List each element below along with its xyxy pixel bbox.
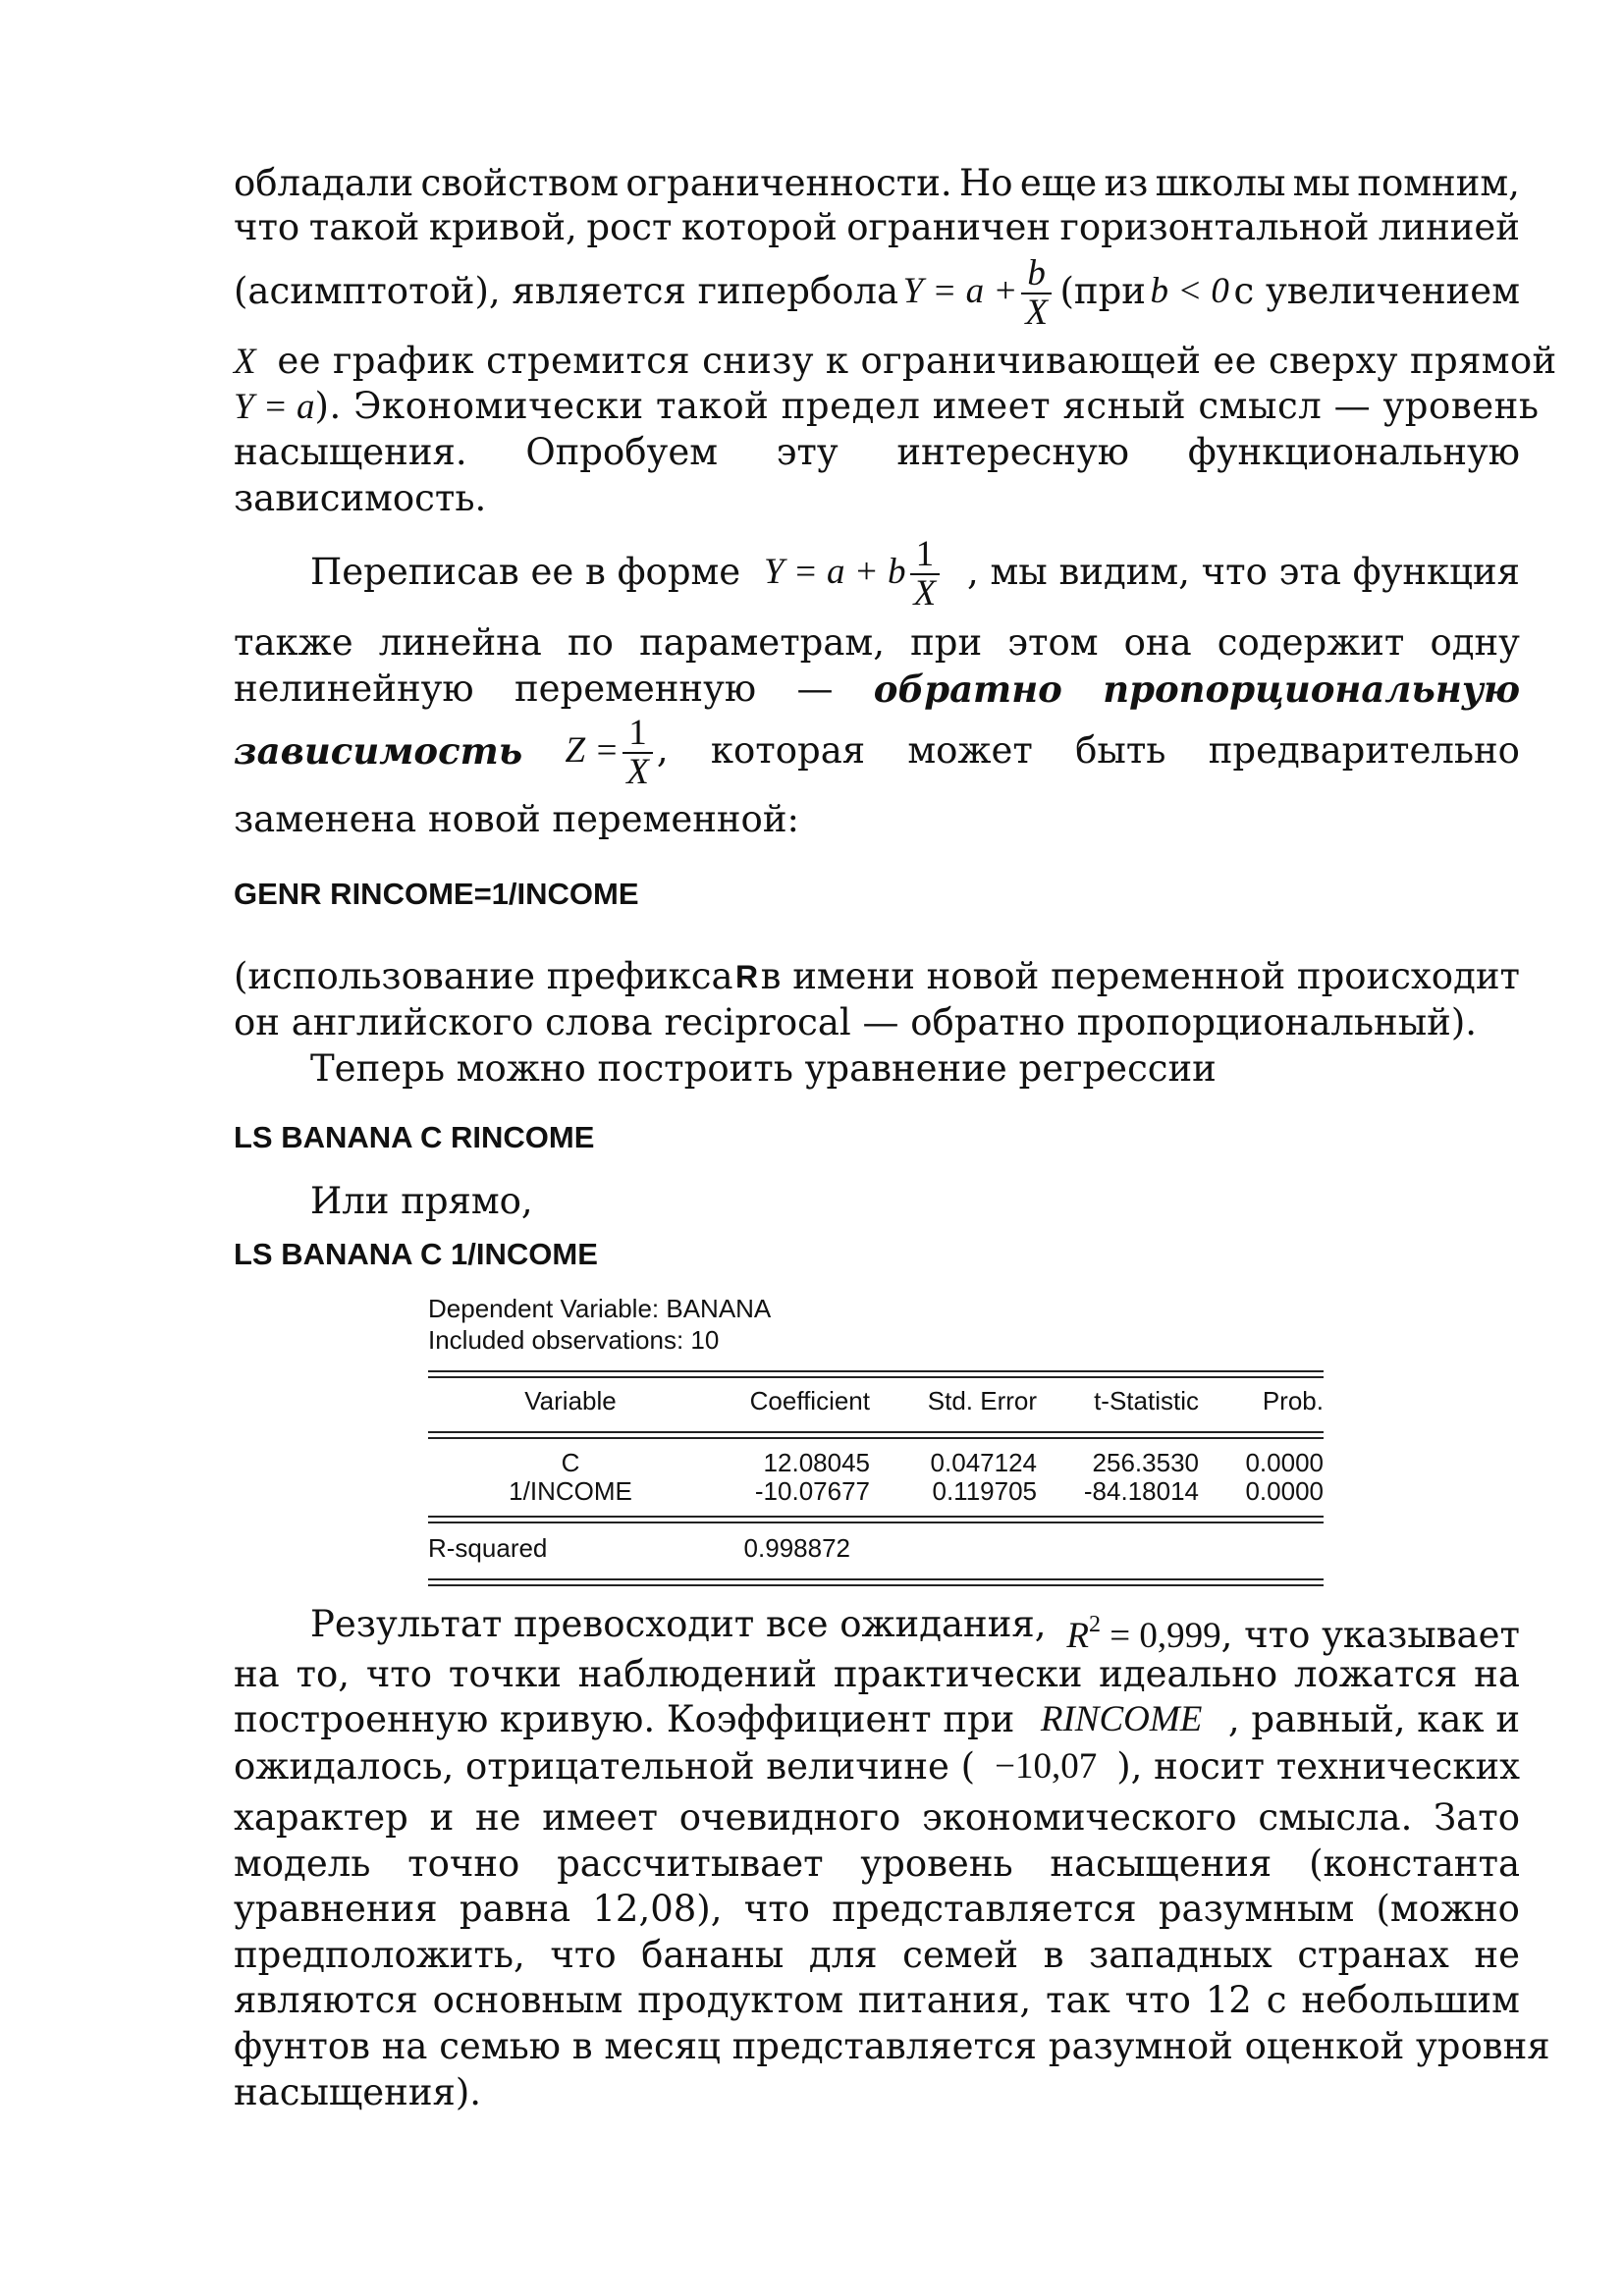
text: Результат превосходит все ожидания,: [310, 1603, 1047, 1645]
p5-line-7: [234, 1887, 1520, 1932]
word: в: [1043, 1934, 1064, 1976]
text: Или прямо,: [310, 1180, 533, 1222]
word: Но: [959, 162, 1013, 204]
formula-lhs: Y = a +: [902, 271, 1018, 312]
p3-line-2: [234, 1000, 1520, 1045]
word: не: [1474, 1934, 1520, 1976]
p5-line-8: [234, 1933, 1520, 1978]
word: помним,: [1357, 162, 1520, 204]
word: ограниченности.: [625, 162, 952, 204]
word: Зато: [1434, 1796, 1520, 1839]
text: Теперь можно построить уравнение регрессии: [310, 1047, 1217, 1090]
word: на: [1474, 1653, 1520, 1695]
p1-line-7: [234, 476, 1520, 521]
word: и: [429, 1796, 455, 1839]
word: разумным: [1158, 1888, 1355, 1930]
reciprocal-formula: [565, 711, 668, 791]
word: семей: [902, 1934, 1019, 1976]
word: обладали: [234, 162, 414, 204]
word: ограничен: [846, 206, 1051, 248]
word: Опробуем: [525, 431, 718, 473]
word: то,: [296, 1653, 351, 1695]
rule: [428, 1522, 1324, 1523]
code-ls-rincome: LS BANANA C RINCOME: [234, 1120, 595, 1154]
word: точки: [448, 1653, 562, 1695]
word: которая: [710, 729, 866, 772]
text: Переписав ее в форме: [310, 551, 741, 593]
r-symbol: R: [1066, 1616, 1090, 1656]
word: такой: [308, 206, 420, 248]
p1-line-2: [234, 205, 1520, 250]
word: по: [567, 621, 614, 664]
word: западных: [1089, 1934, 1272, 1976]
text: ). Экономически такой предел имеет ясный смысл — уровень: [314, 385, 1540, 427]
cell-variable: 1/INCOME: [509, 1476, 632, 1506]
rule: [428, 1578, 1324, 1580]
denominator: X: [1021, 293, 1052, 332]
word: мы: [1292, 162, 1350, 204]
r-squared-value: 0.998872: [743, 1533, 850, 1563]
text: заменена новой переменной:: [234, 798, 799, 840]
p1-line-4: [234, 339, 1557, 384]
text: зависимость.: [234, 477, 487, 519]
hyperbola-formula: [903, 251, 1056, 332]
col-header-prob: Prob.: [1262, 1386, 1324, 1415]
condition: b < 0: [1150, 271, 1229, 311]
word: очевидного: [678, 1796, 901, 1839]
p1-line-6: [234, 430, 1520, 475]
word: бананы: [641, 1934, 785, 1976]
cell-t-statistic: -84.18014: [1083, 1476, 1199, 1506]
p5-line-6: [234, 1842, 1520, 1887]
word: параметрам,: [639, 621, 885, 664]
variable-rincome: RINCOME: [1040, 1699, 1203, 1739]
fraction: [1021, 252, 1052, 333]
word: уравнения: [234, 1888, 438, 1930]
word: 12: [1205, 1979, 1252, 2021]
numerator: 1: [628, 712, 647, 753]
p5-line-3: [234, 1697, 1520, 1742]
formula-lhs: Z =: [565, 730, 620, 772]
text: он английского слова reciprocal — обратно пропорциональный).: [234, 1001, 1478, 1043]
word: одну: [1430, 621, 1520, 664]
p4-line: [234, 1179, 1597, 1224]
linear-form-formula: [764, 532, 944, 613]
text: ее график стремится снизу к ограничивающей ее сверху прямой: [277, 340, 1557, 382]
word: линией: [1378, 206, 1520, 248]
word: этом: [1007, 621, 1099, 664]
text: , равный, как и: [1227, 1698, 1520, 1740]
p2-line-3: [234, 667, 1520, 712]
dependent-variable: Dependent Variable: BANANA: [428, 1294, 772, 1323]
p1-line-5: [234, 384, 1540, 429]
text: (асимптотой), является гипербола: [234, 270, 899, 312]
text: ожидалось, отрицательной величине (: [234, 1745, 976, 1788]
emphasis: зависимость: [234, 729, 523, 773]
word: что: [550, 1934, 617, 1976]
word: являются: [234, 1979, 418, 2021]
denominator: X: [623, 752, 653, 791]
p2-line-5: [234, 797, 1520, 842]
word: 12,08),: [592, 1888, 723, 1930]
code-genr: GENR RINCOME=1/INCOME: [234, 877, 639, 911]
text: фунтов на семью в месяц представляется разумной оценкой уровня: [234, 2025, 1550, 2067]
text: с увеличением: [1233, 270, 1520, 312]
emphasis: пропорциональную: [1103, 667, 1520, 711]
word: что: [234, 206, 300, 248]
word: насыщения.: [234, 431, 467, 473]
col-header-std-error: Std. Error: [927, 1386, 1037, 1415]
p5-line-5: [234, 1795, 1520, 1841]
emphasis: обратно: [873, 667, 1062, 711]
word: при: [910, 621, 983, 664]
word: (можно: [1376, 1888, 1520, 1930]
word: так: [1046, 1979, 1110, 2021]
word: продуктом: [637, 1979, 844, 2021]
word: также: [234, 621, 353, 664]
r-squared-formula: [1066, 1602, 1520, 1656]
word: что: [365, 1653, 433, 1695]
word: которой: [680, 206, 838, 248]
p3-line-1: [234, 954, 1520, 999]
p5-line-9: [234, 1978, 1520, 2023]
text: , мы видим, что эта функция: [966, 551, 1520, 593]
rule: [428, 1584, 1324, 1586]
word: имеет: [542, 1796, 658, 1839]
cell-std-error: 0.119705: [932, 1476, 1037, 1506]
word: для: [808, 1934, 878, 1976]
word: может: [907, 729, 1033, 772]
word: уровень: [860, 1842, 1013, 1885]
r-squared-label: R-squared: [428, 1533, 548, 1563]
word: рассчитывает: [557, 1842, 824, 1885]
word: смысла.: [1258, 1796, 1413, 1839]
p5-line-2: [234, 1652, 1520, 1697]
word: из: [1104, 162, 1149, 204]
text: в имени новой переменной происходит: [760, 955, 1520, 997]
word: предположить,: [234, 1934, 525, 1976]
word: странах: [1297, 1934, 1449, 1976]
word: представляется: [832, 1888, 1137, 1930]
word: еще: [1019, 162, 1098, 204]
cell-coefficient: -10.07677: [754, 1476, 870, 1506]
word: с: [1266, 1979, 1287, 2021]
code-ls-income: LS BANANA C 1/INCOME: [234, 1237, 598, 1271]
text: построенную кривую. Коэффициент при: [234, 1698, 1015, 1740]
text: (использование префикса: [234, 955, 733, 997]
word: интересную: [896, 431, 1130, 473]
rule: [428, 1376, 1324, 1378]
fraction: [910, 533, 941, 614]
word: ложатся: [1293, 1653, 1458, 1695]
word: основным: [432, 1979, 623, 2021]
word: питания,: [857, 1979, 1032, 2021]
word: переменную: [514, 667, 757, 710]
rule: [428, 1516, 1324, 1518]
word: точно: [407, 1842, 520, 1885]
p2-line-1: [234, 533, 1520, 612]
word: школы: [1155, 162, 1286, 204]
cell-variable: C: [561, 1448, 580, 1477]
word: не: [475, 1796, 521, 1839]
word: она: [1123, 621, 1192, 664]
fraction: [623, 712, 653, 792]
formula-lhs: Y = a + b: [764, 552, 906, 593]
comma: ,: [656, 728, 669, 772]
word: на: [234, 1653, 280, 1695]
rule: [428, 1370, 1324, 1372]
word: содержит: [1217, 621, 1405, 664]
word: нелинейную: [234, 667, 474, 710]
word: модель: [234, 1842, 371, 1885]
numerator: 1: [915, 533, 935, 574]
formula: Y = a: [234, 387, 315, 427]
word: наблюдений: [577, 1653, 818, 1695]
p2-line-4: [234, 712, 1520, 790]
p1-line-3: [234, 252, 1520, 331]
word: экономического: [921, 1796, 1237, 1839]
p5-line-10: [234, 2024, 1550, 2069]
word: насыщения: [1050, 1842, 1272, 1885]
word: функциональную: [1187, 431, 1520, 473]
cell-coefficient: 12.08045: [763, 1448, 870, 1477]
text: насыщения).: [234, 2071, 482, 2113]
p5-line-11: [234, 2070, 1520, 2115]
col-header-t-statistic: t-Statistic: [1094, 1386, 1199, 1415]
cell-t-statistic: 256.3530: [1092, 1448, 1199, 1477]
p3-line-3: [234, 1046, 1597, 1092]
denominator: X: [910, 573, 941, 613]
p1-line-1: [234, 161, 1520, 206]
word: что: [1124, 1979, 1191, 2021]
prefix-r: R: [735, 959, 759, 994]
word: рост: [586, 206, 673, 248]
word: горизонтальной: [1059, 206, 1370, 248]
cell-prob: 0.0000: [1245, 1476, 1324, 1506]
superscript: 2: [1089, 1612, 1102, 1637]
rule: [428, 1431, 1324, 1433]
word: эту: [776, 431, 839, 473]
cell-prob: 0.0000: [1245, 1448, 1324, 1477]
word: кривой,: [428, 206, 577, 248]
word: равна: [459, 1888, 571, 1930]
word: что: [743, 1888, 810, 1930]
word: линейна: [378, 621, 542, 664]
observations: Included observations: 10: [428, 1325, 720, 1355]
text: (при: [1059, 270, 1146, 312]
rule: [428, 1437, 1324, 1439]
coefficient-value: −10,07: [995, 1746, 1098, 1787]
p5-line-4: [234, 1744, 1520, 1789]
word: предварительно: [1208, 729, 1520, 772]
p2-line-2: [234, 620, 1520, 666]
text: ), носит технических: [1116, 1745, 1520, 1788]
word: практически: [833, 1653, 1083, 1695]
word: свойством: [420, 162, 620, 204]
word: идеально: [1099, 1653, 1278, 1695]
cell-std-error: 0.047124: [930, 1448, 1037, 1477]
col-header-variable: Variable: [524, 1386, 617, 1415]
variable-x: X: [234, 342, 256, 382]
word: —: [796, 667, 834, 710]
p5-line-1: [234, 1602, 1520, 1656]
word: характер: [234, 1796, 408, 1839]
numerator: b: [1027, 252, 1046, 294]
word: (константа: [1309, 1842, 1520, 1885]
word: небольшим: [1301, 1979, 1520, 2021]
word: быть: [1075, 729, 1166, 772]
r-squared-value: = 0,999: [1101, 1616, 1221, 1656]
text: , что указывает: [1220, 1614, 1520, 1656]
col-header-coefficient: Coefficient: [749, 1386, 870, 1415]
